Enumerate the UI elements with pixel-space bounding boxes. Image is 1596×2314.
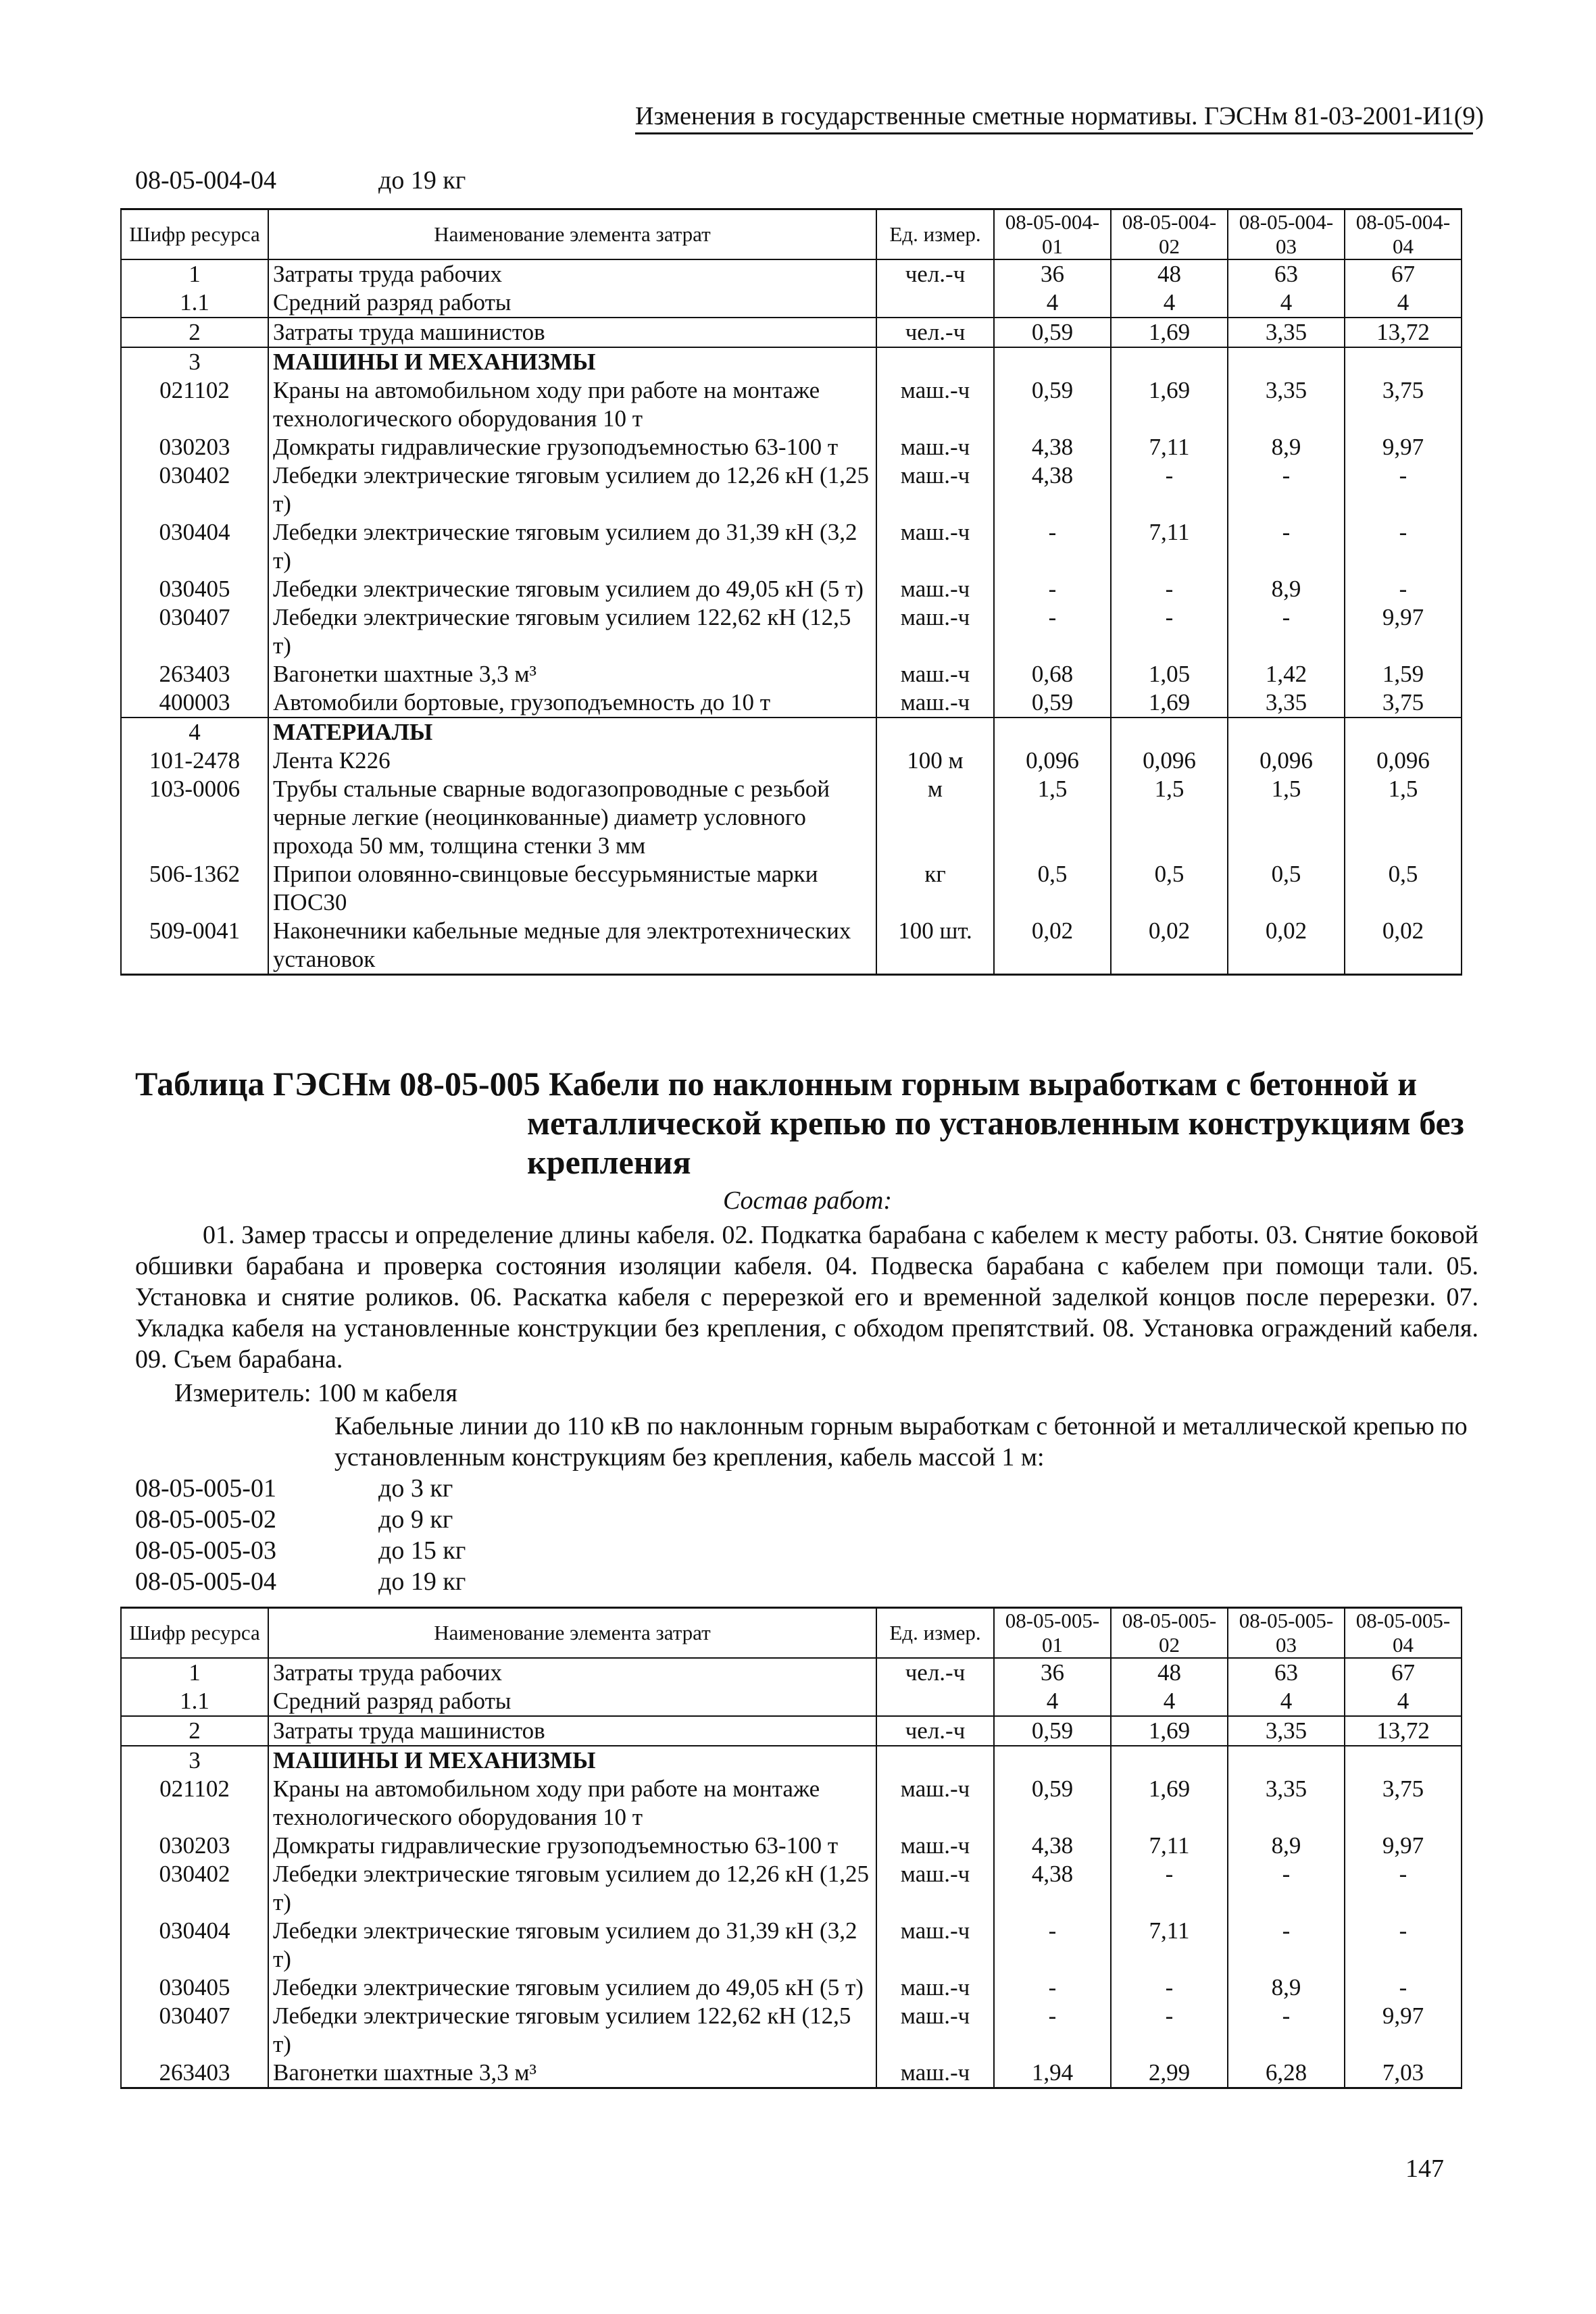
- row-code: 030407: [121, 2002, 268, 2059]
- table-row: [121, 347, 1462, 376]
- row-code: 030402: [121, 1860, 268, 1917]
- header-norm-code: 08-05-004-02: [1111, 209, 1228, 260]
- row-value: 48: [1111, 1658, 1228, 1687]
- row-value: 0,02: [1228, 917, 1345, 975]
- row-value: 7,03: [1345, 2059, 1462, 2088]
- row-unit: кг: [876, 860, 994, 917]
- row-code: 030402: [121, 461, 268, 518]
- row-unit: маш.-ч: [876, 575, 994, 603]
- table-row: [121, 376, 1462, 433]
- row-value: 9,97: [1345, 603, 1462, 660]
- row-value: -: [994, 1973, 1111, 2002]
- section-title: [135, 1064, 1480, 1182]
- row-value: 0,68: [994, 660, 1111, 688]
- row-value: 0,02: [994, 917, 1111, 975]
- row-unit: чел.-ч: [876, 1658, 994, 1687]
- row-value: 36: [994, 1658, 1111, 1687]
- row-value: -: [1228, 461, 1345, 518]
- row-value: 1,69: [1111, 318, 1228, 347]
- row-value: -: [994, 575, 1111, 603]
- row-value: 4: [1228, 288, 1345, 318]
- row-code: 2: [121, 318, 268, 347]
- row-value: 7,11: [1111, 1917, 1228, 1973]
- row-unit: [876, 718, 994, 747]
- row-value: 1,69: [1111, 688, 1228, 718]
- row-unit: м: [876, 775, 994, 860]
- header-code: Шифр ресурса: [121, 209, 268, 260]
- measure-unit: Измеритель: 100 м кабеля: [174, 1379, 457, 1407]
- subtitle: Кабельные линии до 110 кВ по наклонным горным выработкам с бетонной и металлической крепью по установленным конструкциям без крепления, кабель массой 1 м:: [334, 1412, 1468, 1472]
- header-norm-code: 08-05-005-04: [1345, 1608, 1462, 1659]
- table-row: [121, 433, 1462, 461]
- row-unit: [876, 347, 994, 376]
- row-name: Лебедки электрические тяговым усилием до 49,05 кН (5 т): [268, 575, 876, 603]
- row-unit: маш.-ч: [876, 688, 994, 718]
- row-value: -: [1111, 461, 1228, 518]
- row-value: 1,69: [1111, 376, 1228, 433]
- row-name: Вагонетки шахтные 3,3 м³: [268, 2059, 876, 2088]
- row-name: Трубы стальные сварные водогазопроводные с резьбой черные легкие (неоцинкованные) диаметр условного прохода 50 мм, толщина стенки 3 мм: [268, 775, 876, 860]
- header-norm-code: 08-05-004-01: [994, 209, 1111, 260]
- row-value: 7,11: [1111, 518, 1228, 575]
- row-value: -: [1111, 603, 1228, 660]
- row-unit: маш.-ч: [876, 1973, 994, 2002]
- table-row: [121, 917, 1462, 975]
- row-value: -: [994, 603, 1111, 660]
- table-row: [121, 1775, 1462, 1832]
- row-name: Лебедки электрические тяговым усилием до 12,26 кН (1,25 т): [268, 1860, 876, 1917]
- code: 08-05-005-01: [135, 1474, 276, 1503]
- row-name: Вагонетки шахтные 3,3 м³: [268, 660, 876, 688]
- table-header-row: [121, 209, 1462, 260]
- row-name: Краны на автомобильном ходу при работе на монтаже технологического оборудования 10 т: [268, 376, 876, 433]
- row-value: 8,9: [1228, 433, 1345, 461]
- table-row: [121, 1658, 1462, 1687]
- row-value: 1,69: [1111, 1716, 1228, 1746]
- header-code: Шифр ресурса: [121, 1608, 268, 1659]
- row-name: Домкраты гидравлические грузоподъемностью 63-100 т: [268, 433, 876, 461]
- row-unit: чел.-ч: [876, 318, 994, 347]
- row-unit: маш.-ч: [876, 1917, 994, 1973]
- code-value: до 9 кг: [378, 1505, 453, 1534]
- table-row: [121, 718, 1462, 747]
- row-code: 030407: [121, 603, 268, 660]
- code-item: [135, 1504, 466, 1535]
- row-code: 021102: [121, 1775, 268, 1832]
- table-row: [121, 688, 1462, 718]
- header-unit: Ед. измер.: [876, 209, 994, 260]
- row-value: 4: [1345, 1687, 1462, 1716]
- row-code: 263403: [121, 2059, 268, 2088]
- row-value: -: [1228, 518, 1345, 575]
- row-value: 0,59: [994, 1716, 1111, 1746]
- row-code: 509-0041: [121, 917, 268, 975]
- header-name: Наименование элемента затрат: [268, 1608, 876, 1659]
- row-value: 1,42: [1228, 660, 1345, 688]
- row-value: 0,5: [1228, 860, 1345, 917]
- row-code: 030203: [121, 433, 268, 461]
- row-name: Средний разряд работы: [268, 288, 876, 318]
- row-value: 1,59: [1345, 660, 1462, 688]
- row-value: 63: [1228, 259, 1345, 288]
- row-unit: [876, 288, 994, 318]
- header-norm-code: 08-05-004-04: [1345, 209, 1462, 260]
- row-unit: маш.-ч: [876, 1832, 994, 1860]
- row-value: 3,75: [1345, 376, 1462, 433]
- table-row: [121, 747, 1462, 775]
- row-value: 7,11: [1111, 1832, 1228, 1860]
- row-value: 63: [1228, 1658, 1345, 1687]
- row-value: 0,096: [994, 747, 1111, 775]
- code-list: [135, 1473, 466, 1597]
- row-value: 3,75: [1345, 688, 1462, 718]
- row-value: 0,02: [1345, 917, 1462, 975]
- row-code: 030404: [121, 1917, 268, 1973]
- row-value: -: [1111, 1973, 1228, 2002]
- table-row: [121, 1832, 1462, 1860]
- row-value: 0,096: [1111, 747, 1228, 775]
- row-unit: маш.-ч: [876, 1860, 994, 1917]
- row-name: Автомобили бортовые, грузоподъемность до 10 т: [268, 688, 876, 718]
- row-value: [1228, 347, 1345, 376]
- row-value: -: [1345, 518, 1462, 575]
- row-value: 1,5: [994, 775, 1111, 860]
- row-name: Припои оловянно-свинцовые бессурьмянистые марки ПОС30: [268, 860, 876, 917]
- row-code: 263403: [121, 660, 268, 688]
- row-unit: маш.-ч: [876, 433, 994, 461]
- row-value: -: [1228, 2002, 1345, 2059]
- row-value: 9,97: [1345, 433, 1462, 461]
- page-header: Изменения в государственные сметные нормативы. ГЭСНм 81-03-2001-И1(9): [635, 101, 1473, 134]
- header-name: Наименование элемента затрат: [268, 209, 876, 260]
- row-value: 4,38: [994, 433, 1111, 461]
- row-value: 67: [1345, 1658, 1462, 1687]
- row-value: 0,096: [1228, 747, 1345, 775]
- table-row: [121, 461, 1462, 518]
- row-unit: маш.-ч: [876, 2059, 994, 2088]
- page-number: 147: [1405, 2155, 1444, 2183]
- row-unit: чел.-ч: [876, 1716, 994, 1746]
- row-value: 1,05: [1111, 660, 1228, 688]
- row-value: 1,5: [1345, 775, 1462, 860]
- row-code: 030404: [121, 518, 268, 575]
- code: 08-05-005-02: [135, 1505, 276, 1534]
- section-title-line2: металлической крепью по установленным конструкциям без: [527, 1104, 1464, 1142]
- row-unit: маш.-ч: [876, 2002, 994, 2059]
- row-value: [1345, 718, 1462, 747]
- row-value: 3,35: [1228, 1775, 1345, 1832]
- row-value: -: [1228, 1860, 1345, 1917]
- row-unit: маш.-ч: [876, 518, 994, 575]
- row-code: 030203: [121, 1832, 268, 1860]
- row-value: -: [1345, 1917, 1462, 1973]
- row-value: 9,97: [1345, 2002, 1462, 2059]
- row-name: Затраты труда машинистов: [268, 318, 876, 347]
- row-value: -: [1111, 2002, 1228, 2059]
- works-description: 01. Замер трассы и определение длины кабеля. 02. Подкатка барабана с кабелем к месту работы. 03. Снятие боковой обшивки барабана и проверка состояния изоляции кабеля. 04. Подвеска барабана с кабелем при помощи тали. 05. Установка и снятие роликов. 06. Раскатка кабеля с перерезкой его и временной заделкой концов после перерезки. 07. Укладка кабеля на установленные конструкции без крепления, с обходом препятствий. 08. Установка ограждений кабеля. 09. Съем барабана.: [135, 1221, 1478, 1374]
- row-name: Затраты труда рабочих: [268, 259, 876, 288]
- row-code: 030405: [121, 575, 268, 603]
- code-value: до 3 кг: [378, 1474, 453, 1503]
- row-value: 0,59: [994, 688, 1111, 718]
- row-unit: 100 м: [876, 747, 994, 775]
- header-norm-code: 08-05-005-03: [1228, 1608, 1345, 1659]
- row-name: Домкраты гидравлические грузоподъемностью 63-100 т: [268, 1832, 876, 1860]
- table-row: [121, 860, 1462, 917]
- row-unit: 100 шт.: [876, 917, 994, 975]
- row-unit: маш.-ч: [876, 376, 994, 433]
- row-code: 1.1: [121, 288, 268, 318]
- row-value: -: [1345, 1973, 1462, 2002]
- row-name: Лента К226: [268, 747, 876, 775]
- row-value: -: [1345, 461, 1462, 518]
- code: 08-05-005-03: [135, 1536, 276, 1565]
- table-row: [121, 1746, 1462, 1775]
- row-value: 3,35: [1228, 688, 1345, 718]
- code-item: [135, 1535, 466, 1566]
- row-name: МАТЕРИАЛЫ: [268, 718, 876, 747]
- code-value: до 19 кг: [378, 1567, 466, 1596]
- resource-table-1: [120, 208, 1462, 976]
- row-value: -: [1111, 575, 1228, 603]
- row-code: 1: [121, 259, 268, 288]
- row-value: 8,9: [1228, 575, 1345, 603]
- row-value: 0,59: [994, 376, 1111, 433]
- header-norm-code: 08-05-005-02: [1111, 1608, 1228, 1659]
- row-value: 48: [1111, 259, 1228, 288]
- row-value: 1,5: [1228, 775, 1345, 860]
- row-value: [1345, 347, 1462, 376]
- row-value: 4,38: [994, 1832, 1111, 1860]
- table-row: [121, 259, 1462, 288]
- row-unit: маш.-ч: [876, 603, 994, 660]
- row-value: [1228, 1746, 1345, 1775]
- row-name: Затраты труда машинистов: [268, 1716, 876, 1746]
- row-name: МАШИНЫ И МЕХАНИЗМЫ: [268, 1746, 876, 1775]
- row-code: 506-1362: [121, 860, 268, 917]
- row-value: -: [1345, 575, 1462, 603]
- row-unit: маш.-ч: [876, 660, 994, 688]
- row-code: 103-0006: [121, 775, 268, 860]
- table-row: [121, 575, 1462, 603]
- row-value: 67: [1345, 259, 1462, 288]
- row-value: 0,59: [994, 1775, 1111, 1832]
- row-value: 4: [1111, 1687, 1228, 1716]
- header-unit: Ед. измер.: [876, 1608, 994, 1659]
- row-value: 8,9: [1228, 1973, 1345, 2002]
- row-name: Краны на автомобильном ходу при работе на монтаже технологического оборудования 10 т: [268, 1775, 876, 1832]
- table-row: [121, 1716, 1462, 1746]
- top-code-line: [135, 166, 466, 195]
- row-code: 030405: [121, 1973, 268, 2002]
- section-title-line3: крепления: [527, 1143, 691, 1181]
- code: 08-05-005-04: [135, 1567, 276, 1596]
- code-item: [135, 1473, 466, 1504]
- row-value: 4: [1111, 288, 1228, 318]
- row-code: 1: [121, 1658, 268, 1687]
- row-value: 0,59: [994, 318, 1111, 347]
- code-value: до 15 кг: [378, 1536, 466, 1565]
- row-name: Лебедки электрические тяговым усилием до 31,39 кН (3,2 т): [268, 518, 876, 575]
- table-row: [121, 660, 1462, 688]
- row-value: -: [994, 2002, 1111, 2059]
- row-value: 8,9: [1228, 1832, 1345, 1860]
- header-norm-code: 08-05-004-03: [1228, 209, 1345, 260]
- row-value: -: [994, 518, 1111, 575]
- composition-label: Состав работ:: [722, 1186, 893, 1215]
- code-item: [135, 1566, 466, 1597]
- row-value: 6,28: [1228, 2059, 1345, 2088]
- row-value: [1111, 347, 1228, 376]
- row-value: [1111, 1746, 1228, 1775]
- row-value: 1,94: [994, 2059, 1111, 2088]
- row-value: -: [1111, 1860, 1228, 1917]
- row-value: 36: [994, 259, 1111, 288]
- row-value: 4: [994, 288, 1111, 318]
- row-value: 9,97: [1345, 1832, 1462, 1860]
- row-value: 1,69: [1111, 1775, 1228, 1832]
- table-row: [121, 2002, 1462, 2059]
- row-name: Лебедки электрические тяговым усилием до 49,05 кН (5 т): [268, 1973, 876, 2002]
- row-unit: [876, 1687, 994, 1716]
- code: 08-05-004-04: [135, 166, 276, 195]
- table-row: [121, 603, 1462, 660]
- row-unit: [876, 1746, 994, 1775]
- row-value: 0,096: [1345, 747, 1462, 775]
- row-value: 0,5: [1111, 860, 1228, 917]
- row-value: [994, 347, 1111, 376]
- table-row: [121, 518, 1462, 575]
- row-value: 0,5: [994, 860, 1111, 917]
- row-code: 400003: [121, 688, 268, 718]
- row-value: [1345, 1746, 1462, 1775]
- row-code: 1.1: [121, 1687, 268, 1716]
- row-code: 3: [121, 1746, 268, 1775]
- row-value: 2,99: [1111, 2059, 1228, 2088]
- code-value: до 19 кг: [378, 166, 466, 195]
- row-value: 13,72: [1345, 318, 1462, 347]
- section-title-line1: Таблица ГЭСНм 08-05-005 Кабели по наклонным горным выработкам с бетонной и: [135, 1065, 1418, 1103]
- table-header-row: [121, 1608, 1462, 1659]
- row-name: Затраты труда рабочих: [268, 1658, 876, 1687]
- row-value: -: [994, 1917, 1111, 1973]
- row-name: Лебедки электрические тяговым усилием до 12,26 кН (1,25 т): [268, 461, 876, 518]
- row-value: 3,75: [1345, 1775, 1462, 1832]
- row-unit: чел.-ч: [876, 259, 994, 288]
- table-row: [121, 288, 1462, 318]
- table-row: [121, 1917, 1462, 1973]
- table-row: [121, 1687, 1462, 1716]
- row-value: 0,5: [1345, 860, 1462, 917]
- row-code: 4: [121, 718, 268, 747]
- row-name: Средний разряд работы: [268, 1687, 876, 1716]
- row-name: Лебедки электрические тяговым усилием до 31,39 кН (3,2 т): [268, 1917, 876, 1973]
- resource-table-2: [120, 1607, 1462, 2089]
- row-code: 021102: [121, 376, 268, 433]
- row-value: -: [1345, 1860, 1462, 1917]
- row-value: -: [1228, 1917, 1345, 1973]
- row-value: 1,5: [1111, 775, 1228, 860]
- row-value: 4: [994, 1687, 1111, 1716]
- row-value: 4,38: [994, 1860, 1111, 1917]
- row-name: Лебедки электрические тяговым усилием 122,62 кН (12,5 т): [268, 2002, 876, 2059]
- row-code: 3: [121, 347, 268, 376]
- row-value: -: [1228, 603, 1345, 660]
- row-value: 3,35: [1228, 318, 1345, 347]
- row-value: 13,72: [1345, 1716, 1462, 1746]
- table-row: [121, 1973, 1462, 2002]
- row-value: 3,35: [1228, 376, 1345, 433]
- table-row: [121, 775, 1462, 860]
- row-value: [994, 718, 1111, 747]
- header-norm-code: 08-05-005-01: [994, 1608, 1111, 1659]
- row-unit: маш.-ч: [876, 1775, 994, 1832]
- row-name: Наконечники кабельные медные для электротехнических установок: [268, 917, 876, 975]
- row-code: 101-2478: [121, 747, 268, 775]
- row-value: 4,38: [994, 461, 1111, 518]
- row-value: 0,02: [1111, 917, 1228, 975]
- row-code: 2: [121, 1716, 268, 1746]
- table-row: [121, 2059, 1462, 2088]
- table-row: [121, 318, 1462, 347]
- row-value: [1111, 718, 1228, 747]
- row-unit: маш.-ч: [876, 461, 994, 518]
- row-name: Лебедки электрические тяговым усилием 122,62 кН (12,5 т): [268, 603, 876, 660]
- row-value: 4: [1228, 1687, 1345, 1716]
- row-value: [1228, 718, 1345, 747]
- row-name: МАШИНЫ И МЕХАНИЗМЫ: [268, 347, 876, 376]
- table-row: [121, 1860, 1462, 1917]
- row-value: 7,11: [1111, 433, 1228, 461]
- row-value: 4: [1345, 288, 1462, 318]
- row-value: [994, 1746, 1111, 1775]
- row-value: 3,35: [1228, 1716, 1345, 1746]
